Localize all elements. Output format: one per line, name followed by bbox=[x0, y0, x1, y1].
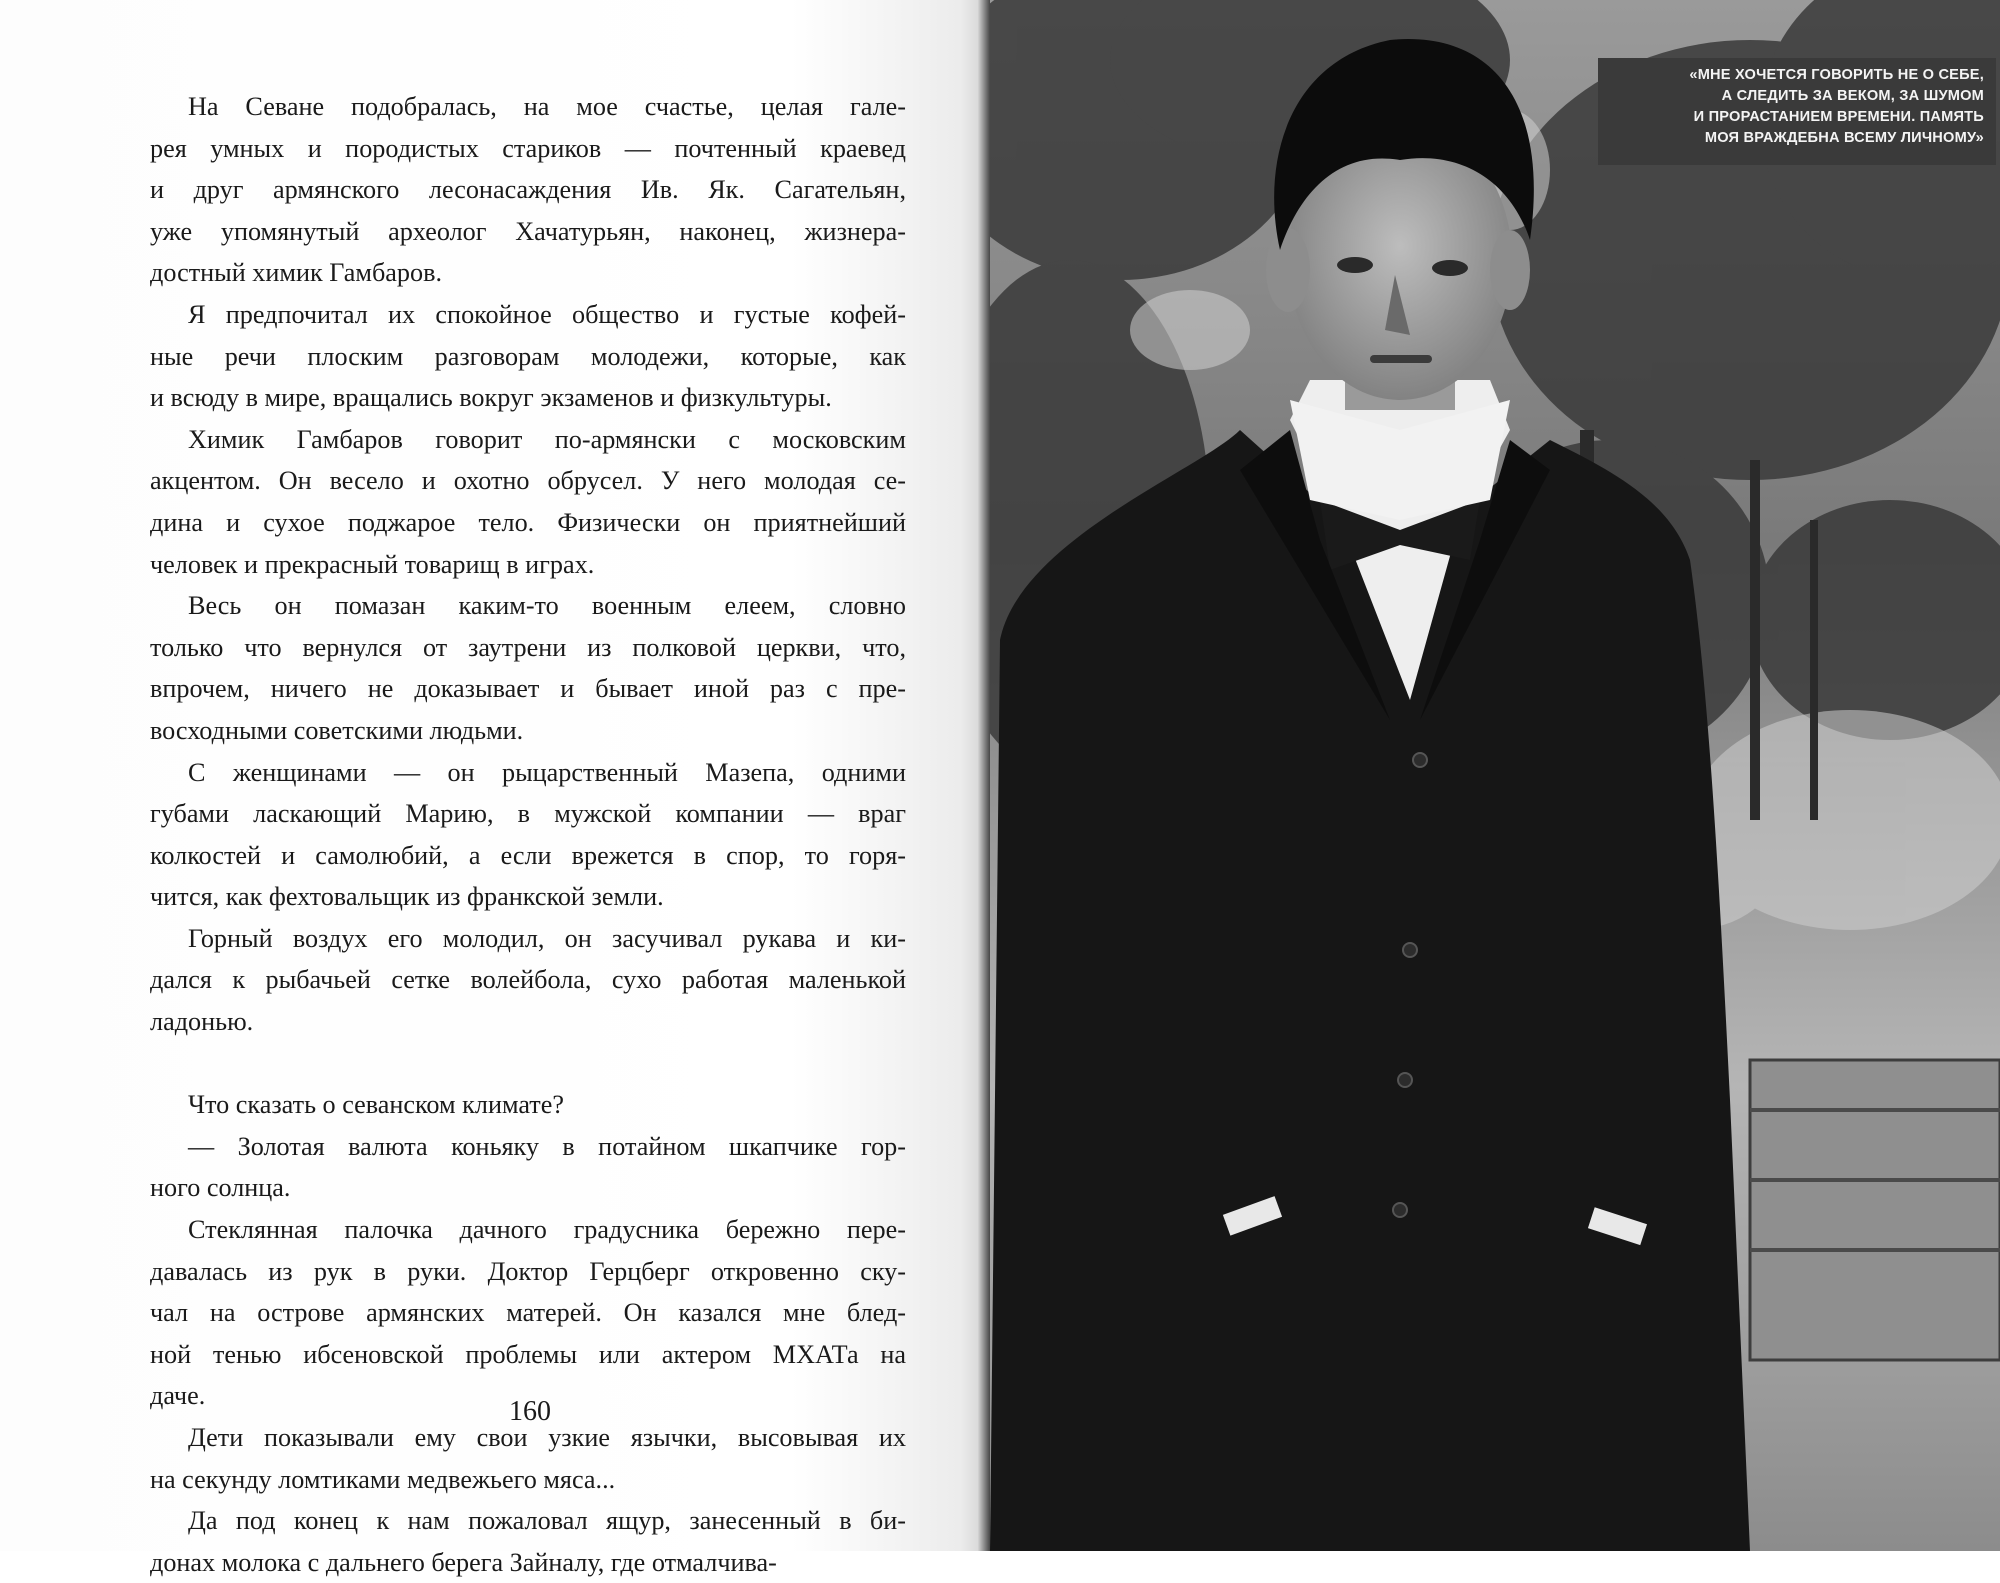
text-line: Химик Гамбаров говорит по-армянски с московским bbox=[188, 424, 906, 454]
paragraph-9 bbox=[150, 1209, 906, 1417]
text-line: уже упомянутый археолог Хачатурьян, наконец, жизнера- bbox=[150, 216, 906, 246]
text-line: на секунду ломтиками медвежьего мяса... bbox=[150, 1464, 616, 1494]
text-line: рея умных и породистых стариков — почтенный краевед bbox=[150, 133, 906, 163]
paragraph-6 bbox=[150, 918, 906, 1043]
coat bbox=[990, 430, 1750, 1551]
paragraph-2 bbox=[150, 294, 906, 419]
quote-line: А СЛЕДИТЬ ЗА ВЕКОМ, ЗА ШУМОМ bbox=[1721, 88, 1984, 104]
text-line: Весь он помазан каким-то военным елеем, словно bbox=[188, 591, 906, 621]
quote-text bbox=[1614, 65, 1984, 149]
quote-box bbox=[1598, 58, 1996, 165]
text-line: дина и сухое поджарое тело. Физически он приятнейший bbox=[150, 507, 906, 537]
text-line: — Золотая валюта коньяку в потайном шкапчике гор- bbox=[188, 1131, 906, 1161]
text-line: Дети показывали ему свои узкие язычки, высовывая их bbox=[188, 1423, 906, 1452]
paragraph-5 bbox=[150, 752, 906, 918]
text-line: восходными советскими людьми. bbox=[150, 715, 524, 745]
text-line: колкостей и самолюбий, а если врежется в спор, то горя- bbox=[150, 840, 906, 870]
paragraph-1 bbox=[150, 86, 906, 294]
text-line: дался к рыбачьей сетке волейбола, сухо работая маленькой bbox=[150, 965, 906, 995]
text-line: давалась из рук в руки. Доктор Герцберг откровенно ску- bbox=[150, 1256, 906, 1286]
paragraph-3 bbox=[150, 419, 906, 585]
paragraph-10 bbox=[150, 1417, 906, 1500]
text-line: ного солнца. bbox=[150, 1173, 291, 1203]
text-line: С женщинами — он рыцарственный Мазепа, одними bbox=[188, 757, 906, 787]
quote-line: «МНЕ ХОЧЕТСЯ ГОВОРИТЬ НЕ О СЕБЕ, bbox=[1689, 67, 1984, 83]
paragraph-4 bbox=[150, 585, 906, 751]
left-page bbox=[0, 0, 990, 1577]
paragraph-11 bbox=[150, 1500, 906, 1583]
text-line: Что сказать о севанском климате? bbox=[188, 1090, 564, 1120]
text-line: На Севане подобралась, на мое счастье, целая гале- bbox=[188, 92, 906, 121]
text-line: и всюду в мире, вращались вокруг экзаменов и физкультуры. bbox=[150, 383, 832, 413]
text-line: ной тенью ибсеновской проблемы или актером МХАТа на bbox=[150, 1339, 906, 1369]
text-line: человек и прекрасный товарищ в играх. bbox=[150, 549, 595, 579]
page-number: 160 bbox=[509, 1396, 551, 1427]
text-line: Я предпочитал их спокойное общество и густые кофей- bbox=[188, 299, 906, 329]
section-break bbox=[150, 1043, 906, 1085]
quote-line: И ПРОРАСТАНИЕМ ВРЕМЕНИ. ПАМЯТЬ bbox=[1693, 109, 1984, 125]
text-line: акцентом. Он весело и охотно обрусел. У него молодая се- bbox=[150, 466, 906, 496]
text-line: губами ласкающий Марию, в мужской компании — враг bbox=[150, 799, 906, 829]
text-line: только что вернулся от заутрени из полковой церкви, что, bbox=[150, 632, 906, 662]
text-line: донах молока с дальнего берега Зайналу, где отмалчива- bbox=[150, 1547, 777, 1577]
quote-line: МОЯ ВРАЖДЕБНА ВСЕМУ ЛИЧНОМУ» bbox=[1704, 130, 1984, 146]
text-line: ладонью. bbox=[150, 1007, 254, 1037]
text-line: ные речи плоским разговорам молодежи, которые, как bbox=[150, 341, 906, 371]
text-line: Стеклянная палочка дачного градусника бережно пере- bbox=[188, 1215, 906, 1245]
text-line: и друг армянского лесонасаждения Ив. Як. Сагательян, bbox=[150, 175, 906, 205]
portrait-photo bbox=[990, 0, 2000, 1551]
text-line: чал на острове армянских матерей. Он казался мне блед- bbox=[150, 1298, 906, 1328]
portrait-illustration bbox=[990, 0, 2000, 1551]
paragraph-7 bbox=[150, 1084, 906, 1126]
body-text bbox=[150, 86, 906, 1583]
text-line: даче. bbox=[150, 1381, 206, 1411]
text-line: впрочем, ничего не доказывает и бывает иной раз с пре- bbox=[150, 674, 906, 704]
text-line: чится, как фехтовальщик из франкской земли. bbox=[150, 882, 664, 912]
text-line: достный химик Гамбаров. bbox=[150, 258, 443, 288]
text-line: Да под конец к нам пожаловал ящур, занесенный в би- bbox=[188, 1506, 906, 1536]
text-line: Горный воздух его молодил, он засучивал рукава и ки- bbox=[188, 923, 906, 953]
paragraph-8 bbox=[150, 1126, 906, 1209]
